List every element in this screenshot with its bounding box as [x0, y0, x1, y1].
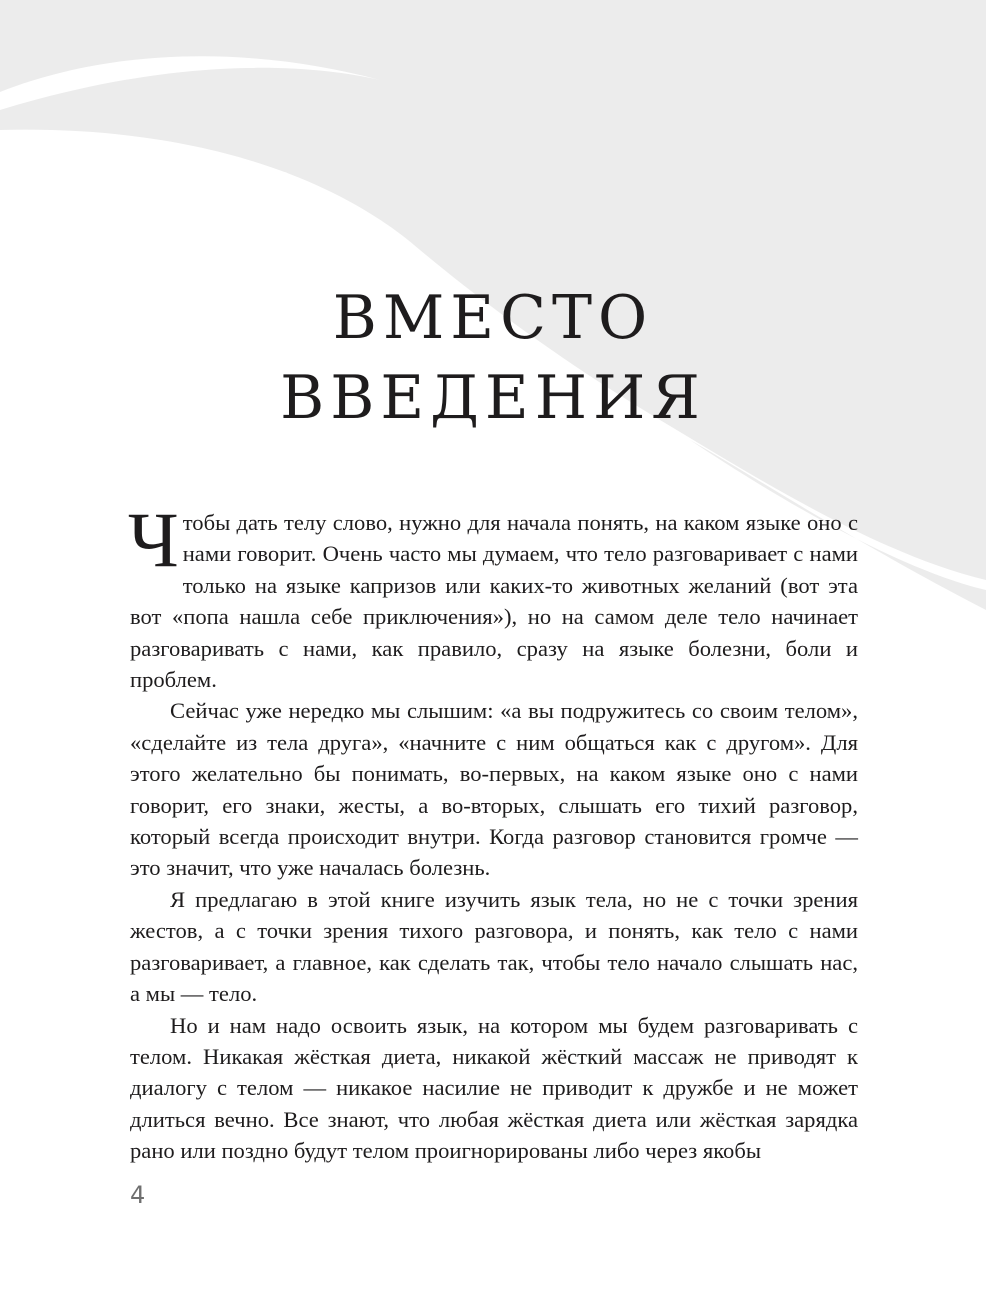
paragraph-1-text: тобы дать телу слово, нужно для начала понять, на каком языке оно с нами говорит. Очень часто мы думаем, что тело разговаривает с нами только на языке капризов или каких-то животных желаний (вот эта вот «попа нашла себе приключения»), но на самом деле тело начинает разговаривать с нами, как правило, сразу на языке болезни, боли и проблем.: [130, 510, 858, 693]
paragraph-3: Я предлагаю в этой книге изучить язык тела, но не с точки зрения жестов, а с точки зрения тихого разговора, и понять, как тело с нами разговаривает, а главное, как сделать так, чтобы тело начало слышать нас, а мы — тело.: [130, 886, 858, 1007]
paragraph-2: Сейчас уже нередко мы слышим: «а вы подружитесь со своим телом», «сделайте из тела друга», «начните с ним общаться как с другом». Для этого желательно бы понимать, во-первых, на каком языке оно с нами говорит, его знаки, жесты, а во-вторых, слышать его тихий разговор, который всегда происходит внутри. Когда разговор становится громче — это значит, что уже началась болезнь.: [130, 698, 858, 881]
chapter-body: [128, 496, 858, 1167]
swirl-dot: [335, 214, 341, 220]
swirl-dot: [312, 197, 320, 205]
paragraph-4: Но и нам надо освоить язык, на котором мы будем разговаривать с телом. Никакая жёсткая диета, никакой жёсткий массаж не приводят к диалогу с телом — никакое насилие не приводит к дружбе и не может длиться вечно. Все знают, что любая жёсткая диета или жёсткая зарядка рано или поздно будут телом проигнорированы либо через якобы: [130, 1012, 858, 1164]
drop-cap: Ч: [128, 496, 179, 583]
page-number: 4: [130, 1181, 146, 1209]
swirl-dot: [278, 172, 290, 184]
chapter-title-line-2: ВВЕДЕНИЯ: [280, 363, 706, 433]
chapter-title-line-1: ВМЕСТО: [332, 283, 654, 353]
paragraph-1: [128, 496, 858, 695]
chapter-title: [0, 278, 986, 438]
